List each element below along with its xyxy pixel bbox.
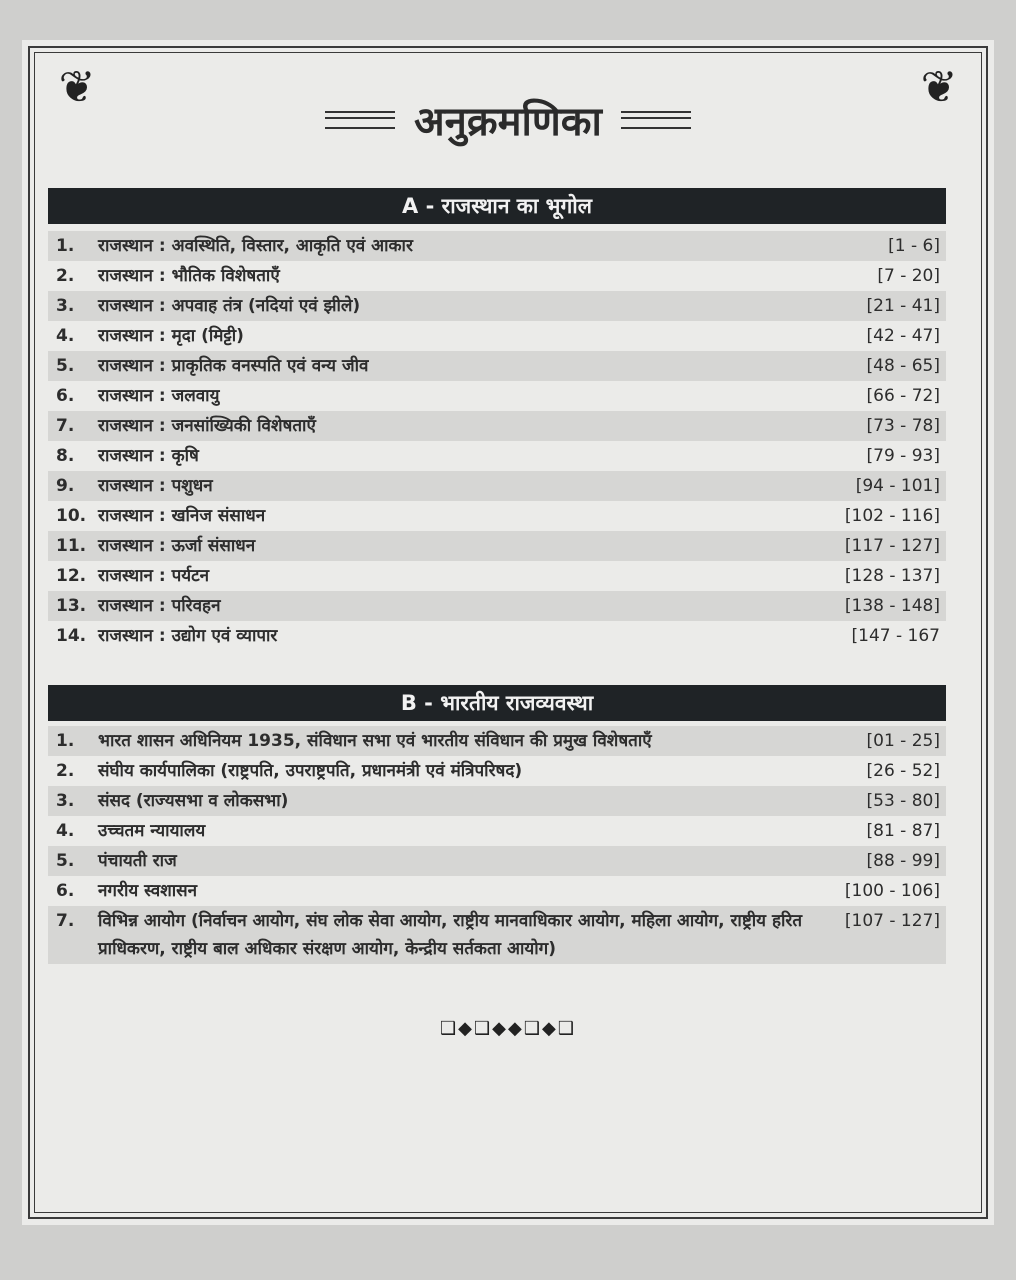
item-title: राजस्थान : पर्यटन xyxy=(98,566,210,586)
item-number: 9. xyxy=(56,476,75,496)
toc-item[interactable] xyxy=(48,441,946,471)
item-number: 7. xyxy=(56,416,75,436)
item-pages: [1 - 6] xyxy=(888,236,940,256)
item-number: 14. xyxy=(56,626,87,646)
item-number: 4. xyxy=(56,326,75,346)
item-number: 2. xyxy=(56,761,75,781)
item-title: पंचायती राज xyxy=(98,851,177,871)
item-title: राजस्थान : ऊर्जा संसाधन xyxy=(98,536,256,556)
item-pages: [7 - 20] xyxy=(877,266,940,286)
item-title: संघीय कार्यपालिका (राष्ट्रपति, उपराष्ट्रपति, प्रधानमंत्री एवं मंत्रिपरिषद) xyxy=(98,761,523,781)
title-rule-right xyxy=(621,111,691,129)
page-heading xyxy=(22,92,994,147)
item-pages: [147 - 167 xyxy=(851,626,940,646)
item-title: राजस्थान : पशुधन xyxy=(98,476,213,496)
item-pages: [102 - 116] xyxy=(844,506,940,526)
toc-item[interactable] xyxy=(48,621,946,651)
item-number: 4. xyxy=(56,821,75,841)
toc-item[interactable] xyxy=(48,561,946,591)
floral-corner-icon: ❦ xyxy=(58,62,96,113)
section-b-list xyxy=(48,726,946,964)
title-rule-left xyxy=(325,111,395,129)
item-number: 10. xyxy=(56,506,87,526)
item-pages: [66 - 72] xyxy=(866,386,940,406)
toc-item[interactable] xyxy=(48,726,946,756)
item-title: राजस्थान : मृदा (मिट्टी) xyxy=(98,326,244,346)
item-pages: [48 - 65] xyxy=(866,356,940,376)
toc-item[interactable] xyxy=(48,231,946,261)
item-pages: [26 - 52] xyxy=(866,761,940,781)
toc-item[interactable] xyxy=(48,906,946,964)
item-pages: [73 - 78] xyxy=(866,416,940,436)
page-title: अनुक्रमणिका xyxy=(414,99,602,145)
item-pages: [138 - 148] xyxy=(844,596,940,616)
item-number: 13. xyxy=(56,596,87,616)
section-a-heading: A - राजस्थान का भूगोल xyxy=(48,188,946,224)
item-number: 7. xyxy=(56,911,75,931)
item-number: 12. xyxy=(56,566,87,586)
item-title: संसद (राज्यसभा व लोकसभा) xyxy=(98,791,289,811)
toc-item[interactable] xyxy=(48,846,946,876)
section-a-list xyxy=(48,231,946,651)
toc-item[interactable] xyxy=(48,411,946,441)
item-number: 1. xyxy=(56,731,75,751)
item-pages: [88 - 99] xyxy=(866,851,940,871)
item-title: नगरीय स्वशासन xyxy=(98,881,198,901)
item-pages: [81 - 87] xyxy=(866,821,940,841)
item-title: राजस्थान : खनिज संसाधन xyxy=(98,506,266,526)
toc-item[interactable] xyxy=(48,531,946,561)
item-number: 3. xyxy=(56,791,75,811)
item-title: राजस्थान : परिवहन xyxy=(98,596,221,616)
item-title: राजस्थान : जलवायु xyxy=(98,386,220,406)
item-title: राजस्थान : उद्योग एवं व्यापार xyxy=(98,626,278,646)
item-pages: [01 - 25] xyxy=(866,731,940,751)
item-title: राजस्थान : जनसांख्यिकी विशेषताएँ xyxy=(98,416,316,436)
item-pages: [21 - 41] xyxy=(866,296,940,316)
section-b-heading: B - भारतीय राजव्यवस्था xyxy=(48,685,946,721)
item-number: 5. xyxy=(56,356,75,376)
item-title: राजस्थान : प्राकृतिक वनस्पति एवं वन्य जीव xyxy=(98,356,369,376)
toc-item[interactable] xyxy=(48,816,946,846)
toc-item[interactable] xyxy=(48,786,946,816)
item-number: 5. xyxy=(56,851,75,871)
item-pages: [42 - 47] xyxy=(866,326,940,346)
toc-item[interactable] xyxy=(48,876,946,906)
item-pages: [107 - 127] xyxy=(844,911,940,931)
item-number: 11. xyxy=(56,536,87,556)
item-pages: [94 - 101] xyxy=(855,476,940,496)
toc-item[interactable] xyxy=(48,351,946,381)
item-title: उच्चतम न्यायालय xyxy=(98,821,206,841)
item-title: राजस्थान : भौतिक विशेषताएँ xyxy=(98,266,280,286)
item-title: भारत शासन अधिनियम 1935, संविधान सभा एवं भारतीय संविधान की प्रमुख विशेषताएँ xyxy=(98,731,652,751)
toc-item[interactable] xyxy=(48,381,946,411)
item-pages: [79 - 93] xyxy=(866,446,940,466)
item-title: राजस्थान : अवस्थिति, विस्तार, आकृति एवं आकार xyxy=(98,236,413,256)
toc-item[interactable] xyxy=(48,261,946,291)
toc-item[interactable] xyxy=(48,756,946,786)
toc-item[interactable] xyxy=(48,471,946,501)
end-ornament: ❑◆❑◆◆❑◆❑ xyxy=(440,1018,576,1039)
item-pages: [117 - 127] xyxy=(844,536,940,556)
item-title: विभिन्न आयोग (निर्वाचन आयोग, संघ लोक सेवा आयोग, राष्ट्रीय मानवाधिकार आयोग, महिला आयोग, राष्ट्रीय हरित प्राधिकरण, राष्ट्रीय बाल अधिकार संरक्षण आयोग, केन्द्रीय सर्तकता आयोग) xyxy=(98,911,803,959)
toc-item[interactable] xyxy=(48,291,946,321)
item-number: 3. xyxy=(56,296,75,316)
book-page xyxy=(22,40,994,1225)
item-number: 6. xyxy=(56,881,75,901)
item-pages: [100 - 106] xyxy=(844,881,940,901)
item-number: 1. xyxy=(56,236,75,256)
toc-item[interactable] xyxy=(48,321,946,351)
item-pages: [128 - 137] xyxy=(844,566,940,586)
toc-item[interactable] xyxy=(48,591,946,621)
item-number: 6. xyxy=(56,386,75,406)
item-title: राजस्थान : कृषि xyxy=(98,446,199,466)
item-pages: [53 - 80] xyxy=(866,791,940,811)
item-number: 2. xyxy=(56,266,75,286)
item-number: 8. xyxy=(56,446,75,466)
toc-item[interactable] xyxy=(48,501,946,531)
floral-corner-icon: ❦ xyxy=(920,62,958,113)
item-title: राजस्थान : अपवाह तंत्र (नदियां एवं झीले) xyxy=(98,296,361,316)
